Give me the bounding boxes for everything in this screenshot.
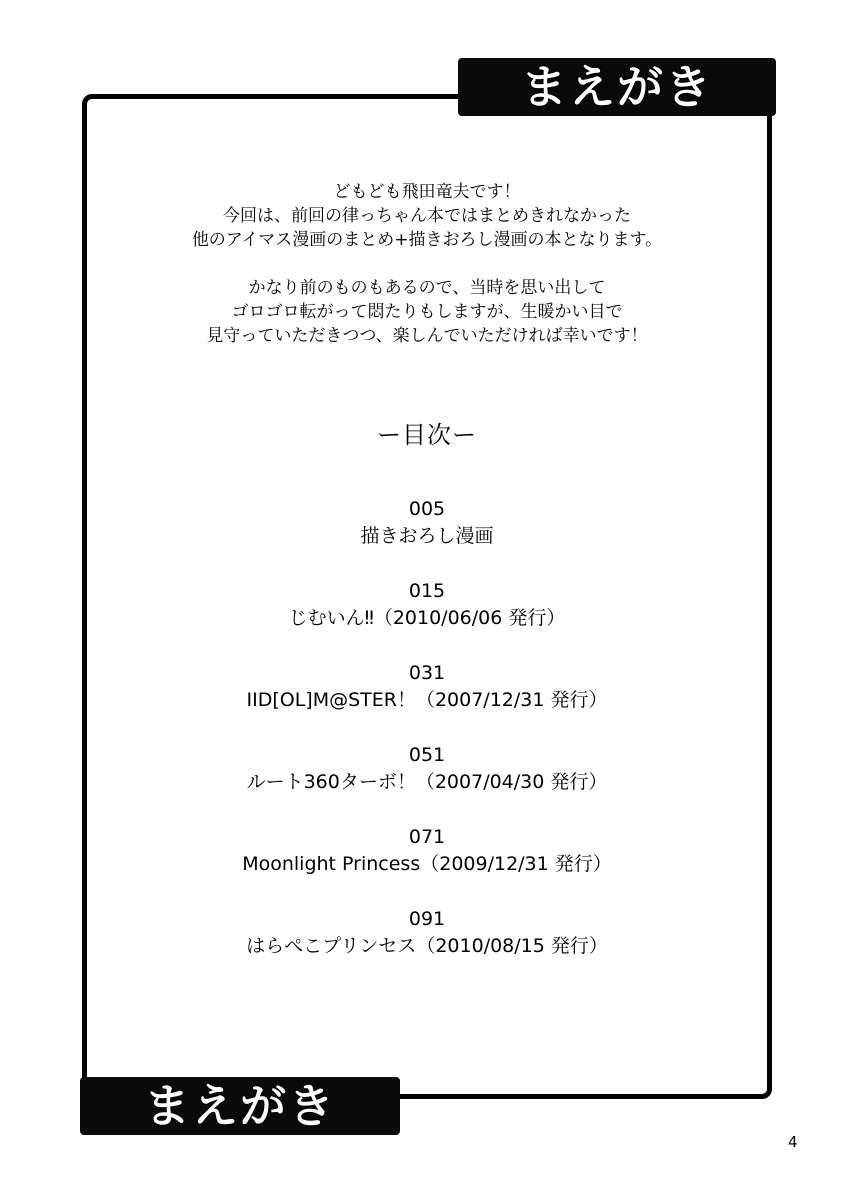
toc-page-number: 071 [408, 826, 446, 848]
header-title-tag [458, 58, 776, 116]
header-title: まえがき [521, 60, 713, 114]
toc-page-number: 015 [408, 580, 446, 602]
toc-page-number: 005 [408, 498, 446, 520]
preface-paragraph [82, 276, 772, 348]
toc-title: 描きおろし漫画 [360, 525, 494, 547]
table-of-contents [82, 496, 772, 988]
toc-entry [82, 742, 772, 824]
toc-page-number: 091 [408, 908, 446, 930]
preface-line: かなり前のものもあるので、当時を思い出して [248, 278, 606, 298]
footer-title: まえがき [144, 1079, 336, 1133]
toc-heading: ー目次ー [377, 421, 477, 449]
toc-entry [82, 496, 772, 578]
toc-entry [82, 824, 772, 906]
toc-title: ルート360ターボ！（2007/04/30 発行） [246, 771, 608, 793]
toc-title: じむいん‼（2010/06/06 発行） [288, 607, 566, 629]
toc-title: IID[OL]M@STER！（2007/12/31 発行） [246, 689, 608, 711]
preface-paragraph [82, 180, 772, 252]
toc-entry [82, 578, 772, 660]
toc-title: はらぺこプリンセス（2010/08/15 発行） [246, 935, 608, 957]
toc-page-number: 031 [408, 662, 446, 684]
preface-line: ゴロゴロ転がって悶たりもしますが、生暖かい目で [231, 302, 623, 322]
page-number: 4 [788, 1133, 798, 1151]
preface-text [82, 180, 772, 348]
preface-line: 今回は、前回の律っちゃん本ではまとめきれなかった [223, 206, 631, 226]
toc-entry [82, 906, 772, 988]
preface-line: どもども飛田竜夫です！ [333, 182, 521, 202]
toc-title: Moonlight Princess（2009/12/31 発行） [242, 853, 612, 875]
toc-page-number: 051 [408, 744, 446, 766]
preface-line: 他のアイマス漫画のまとめ+描きおろし漫画の本となります。 [191, 230, 663, 250]
toc-entry [82, 660, 772, 742]
footer-title-tag [80, 1077, 400, 1135]
preface-line: 見守っていただきつつ、楽しんでいただければ幸いです！ [206, 326, 648, 346]
